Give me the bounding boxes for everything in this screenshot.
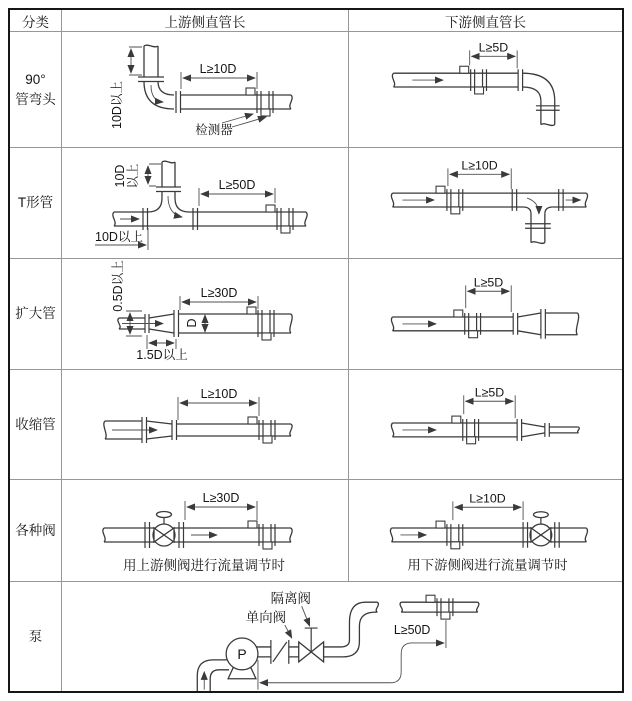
tee-upstream-diagram [62, 148, 348, 258]
inlet-dim-label: 10D以上 [95, 230, 143, 244]
inlet-dimension [95, 228, 148, 250]
pipe [392, 69, 559, 125]
expander-downstream-diagram [349, 259, 622, 369]
detector-icon [452, 416, 479, 444]
row-valve-label [10, 480, 62, 582]
bore-dimension [185, 315, 205, 332]
detector-icon [436, 186, 463, 214]
row-valve-upstream-cell [62, 480, 349, 582]
run-dimension [448, 158, 511, 189]
offset-dimension [110, 260, 142, 336]
detector-icon [248, 521, 275, 549]
cone-dimension [136, 335, 187, 362]
row-reducer-label [10, 370, 62, 480]
pump-label: 泵 [28, 628, 43, 644]
riser-dimension [109, 47, 142, 129]
detector-icon [436, 521, 463, 549]
header-downstream-label: 下游侧直管长 [445, 14, 526, 30]
header-upstream [62, 10, 349, 32]
run-dim-label: L≥5D [473, 275, 504, 290]
run-dim-label: L≥30D [200, 286, 238, 300]
run-dimension [470, 40, 517, 68]
run-dimension [178, 387, 259, 420]
row-elbow-upstream-cell [62, 32, 349, 148]
pump-icon [226, 637, 258, 678]
run-dim-label: L≥50D [393, 622, 431, 637]
header-downstream [349, 10, 622, 32]
pump-diagram [62, 582, 622, 691]
row-pump-diagram-cell [62, 582, 622, 691]
header-category-label: 分类 [22, 14, 49, 30]
run-dimension [185, 491, 257, 520]
elbow-downstream-diagram [349, 32, 622, 147]
isolation-valve-label: 隔离阀 [270, 590, 311, 606]
row-reducer-downstream-cell [349, 370, 622, 480]
row-expander-downstream-cell [349, 259, 622, 370]
cone-dim-label: 1.5D以上 [136, 348, 188, 362]
reducer-downstream-diagram [349, 370, 622, 479]
upstream-valve-caption: 用上游侧阀进行流量调节时 [123, 558, 285, 573]
valve-label: 各种阀 [15, 522, 56, 538]
branch-dim-line2: 以上 [126, 163, 140, 189]
check-valve-icon [271, 639, 289, 663]
branch-dimension [113, 163, 161, 188]
valve-upstream-diagram [62, 480, 348, 581]
offset-dim-label: 0.5D以上 [111, 260, 125, 312]
run-dimension [181, 62, 257, 89]
branch-flow-arrow-icon [527, 198, 539, 214]
row-expander-upstream-cell [62, 259, 349, 370]
inlet-pipe [197, 659, 229, 691]
tee-downstream-diagram [349, 148, 622, 258]
row-elbow-downstream-cell [349, 32, 622, 148]
isolation-valve-icon [299, 628, 324, 662]
detector-icon [246, 88, 273, 116]
run-dimension [199, 178, 275, 206]
valve-downstream-diagram [349, 480, 622, 581]
row-elbow-label [10, 32, 62, 148]
detector-icon [247, 307, 274, 340]
run-dimension [453, 491, 523, 520]
flow-arrow-icon [151, 85, 163, 102]
check-valve-callout [246, 609, 292, 638]
run-dimension [464, 385, 515, 418]
row-valve-downstream-cell [349, 480, 622, 582]
pipe [113, 161, 307, 230]
detector-icon [460, 66, 487, 94]
detector-icon [248, 417, 275, 443]
reducer-label: 收缩管 [15, 416, 56, 432]
run-dim-label: L≥30D [202, 491, 240, 505]
run-dim-label: L≥10D [469, 491, 506, 506]
expander-label: 扩大管 [15, 306, 56, 322]
run-dim-label: L≥50D [218, 178, 256, 192]
header-category [10, 10, 62, 32]
riser-dim-label: 10D以上 [110, 81, 124, 129]
run-dimension [466, 275, 512, 312]
elbow-label-line2: 管弯头 [15, 91, 56, 107]
meter-pipe [400, 602, 479, 612]
expander-upstream-diagram [62, 259, 348, 369]
installation-requirements-table [8, 8, 624, 693]
elbow-upstream-diagram [62, 32, 348, 147]
run-dimension [180, 286, 258, 310]
reducer-upstream-diagram [62, 370, 348, 479]
row-reducer-upstream-cell [62, 370, 349, 480]
elbow-label-line1: 90° [25, 71, 46, 87]
run-dim-label: L≥10D [461, 158, 498, 173]
detector-label: 检测器 [195, 123, 233, 137]
row-pump-label [10, 582, 62, 691]
detector-icon [426, 595, 453, 619]
run-dim-label: L≥10D [200, 387, 238, 401]
row-tee-label [10, 148, 62, 259]
header-upstream-label: 上游侧直管长 [164, 14, 246, 30]
pipe [391, 189, 587, 243]
run-dim-label: L≥5D [478, 40, 509, 55]
run-dim-label: L≥5D [474, 385, 505, 400]
detector-icon [266, 205, 293, 233]
branch-dim-line1: 10D [113, 164, 127, 188]
pump-letter: P [237, 645, 247, 662]
check-valve-label: 单向阀 [245, 609, 287, 625]
downstream-valve-caption: 用下游侧阀进行流量调节时 [407, 557, 568, 573]
detector-icon [454, 310, 481, 338]
bore-dim-label: D [185, 318, 199, 328]
row-tee-upstream-cell [62, 148, 349, 259]
tee-label: T形管 [17, 195, 54, 211]
row-expander-label [10, 259, 62, 370]
row-tee-downstream-cell [349, 148, 622, 259]
run-dim-label: L≥10D [199, 62, 237, 76]
detector-callout [195, 114, 266, 137]
